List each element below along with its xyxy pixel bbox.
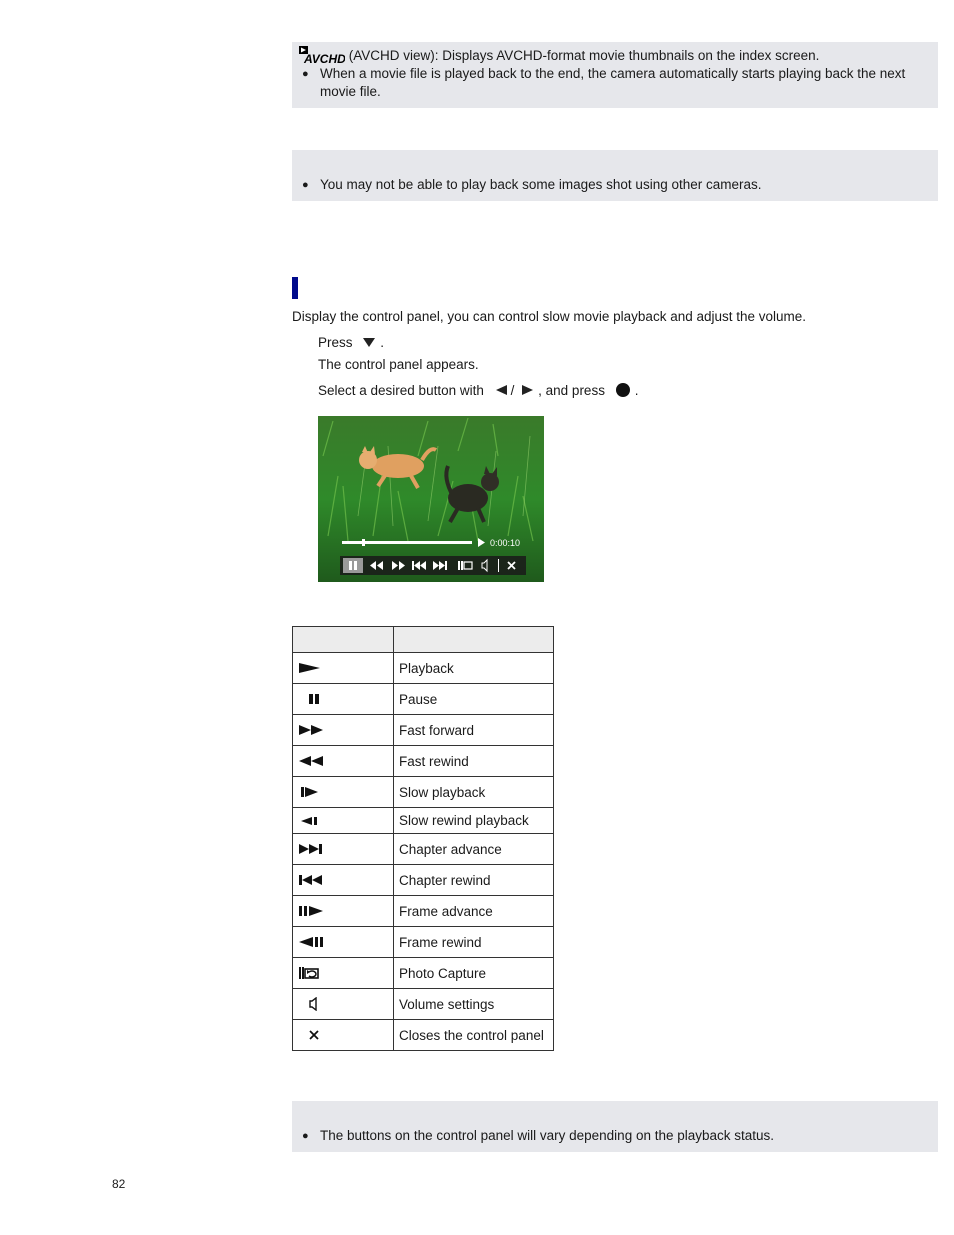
- table-row: [293, 777, 554, 808]
- note-box-avchd: [292, 42, 938, 108]
- table-row: [293, 896, 554, 927]
- step2-line: [318, 382, 638, 401]
- frame-rewind-icon: [293, 927, 394, 958]
- page-number: 82: [112, 1177, 126, 1191]
- table-cell-label: Frame rewind: [394, 927, 554, 958]
- table-row: [293, 927, 554, 958]
- table-cell-label: Frame advance: [394, 896, 554, 927]
- step2-and-press: , and press: [538, 383, 605, 399]
- note-box-buttons: [292, 1101, 938, 1152]
- section-intro: Display the control panel, you can control slow movie playback and adjust the volume.: [292, 309, 807, 324]
- fast-forward-icon: [293, 715, 394, 746]
- table-cell-label: Pause: [394, 684, 554, 715]
- bullet-dot: ●: [302, 179, 309, 191]
- chapter-advance-icon: [293, 834, 394, 865]
- note-text-line-2: movie file.: [320, 84, 381, 99]
- table-row: [293, 834, 554, 865]
- fast-rewind-icon: [293, 746, 394, 777]
- step2-select-text: Select a desired button with: [318, 383, 484, 399]
- table-row: [293, 746, 554, 777]
- note-text: The buttons on the control panel will vary depending on the playback status.: [320, 1128, 775, 1143]
- note-box-compat: [292, 150, 938, 201]
- table-cell-label: Playback: [394, 653, 554, 684]
- control-panel-table: [292, 626, 554, 1051]
- table-row: [293, 989, 554, 1020]
- table-cell-label: Chapter rewind: [394, 865, 554, 896]
- step1-end: .: [380, 335, 385, 350]
- avchd-view-text: (AVCHD view): Displays AVCHD-format movie thumbnails on the index screen.: [348, 48, 820, 64]
- center-button-icon: [615, 382, 631, 401]
- bullet-dot: ●: [302, 68, 309, 80]
- table-header-cell: [293, 627, 394, 653]
- table-cell-label: Fast forward: [394, 715, 554, 746]
- table-row: [293, 808, 554, 834]
- table-row: [293, 715, 554, 746]
- pause-icon: [293, 684, 394, 715]
- avchd-view-icon: [299, 46, 345, 67]
- down-arrow-icon: [362, 336, 376, 351]
- close-icon: [293, 1020, 394, 1051]
- table-cell-label: Volume settings: [394, 989, 554, 1020]
- playback-time: 0:00:10: [490, 538, 521, 548]
- step1-result: The control panel appears.: [318, 357, 479, 372]
- frame-advance-icon: [293, 896, 394, 927]
- step1-line: [318, 335, 384, 351]
- step2-slash: /: [510, 383, 515, 399]
- slow-rewind-icon: [293, 808, 394, 834]
- control-panel-screenshot: [318, 416, 544, 582]
- left-arrow-icon: [494, 384, 508, 399]
- table-header-row: [293, 627, 554, 653]
- volume-icon: [293, 989, 394, 1020]
- table-row: [293, 865, 554, 896]
- table-row: [293, 653, 554, 684]
- table-header-cell: [394, 627, 554, 653]
- photo-capture-icon: [293, 958, 394, 989]
- table-row: [293, 1020, 554, 1051]
- right-arrow-icon: [521, 384, 535, 399]
- section-heading-marker: [292, 277, 298, 299]
- table-row: [293, 958, 554, 989]
- table-cell-label: Closes the control panel: [394, 1020, 554, 1051]
- table-cell-label: Slow rewind playback: [394, 808, 554, 834]
- table-row: [293, 684, 554, 715]
- avchd-icon-text: AVCHD: [304, 52, 345, 64]
- table-cell-label: Fast rewind: [394, 746, 554, 777]
- avchd-view-line: [299, 46, 819, 67]
- note-text-line-1: When a movie file is played back to the end, the camera automatically starts playing back the next: [320, 66, 906, 81]
- table-cell-label: Photo Capture: [394, 958, 554, 989]
- table-cell-label: Chapter advance: [394, 834, 554, 865]
- table-cell-label: Slow playback: [394, 777, 554, 808]
- chapter-rewind-icon: [293, 865, 394, 896]
- slow-playback-icon: [293, 777, 394, 808]
- note-text: You may not be able to play back some images shot using other cameras.: [320, 177, 762, 192]
- bullet-dot: ●: [302, 1130, 309, 1142]
- step2-end: .: [634, 383, 639, 399]
- playback-icon: [293, 653, 394, 684]
- step1-press-text: Press: [318, 335, 353, 350]
